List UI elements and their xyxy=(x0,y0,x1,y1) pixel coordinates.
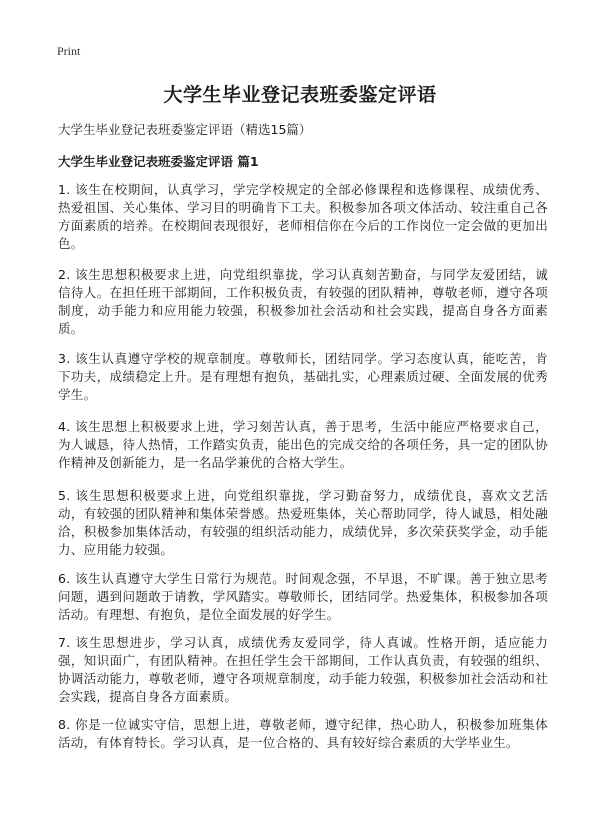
document-subtitle: 大学生毕业登记表班委鉴定评语（精选15篇） xyxy=(58,122,312,137)
evaluation-paragraph-8: 8. 你是一位诚实守信，思想上进，尊敬老师，遵守纪律，热心助人，积极参加班集体活动，有体育特长。学习认真，是一位合格的、具有较好综合素质的大学毕业生。 xyxy=(58,717,548,750)
section-heading: 大学生毕业登记表班委鉴定评语 篇1 xyxy=(58,154,259,169)
evaluation-paragraph-7: 7. 该生思想进步，学习认真，成绩优秀友爱同学，待人真诚。性格开朗，适应能力强，知识面广，有团队精神。在担任学生会干部期间，工作认真负责，有较强的组织、协调活动能力，尊敬老师，遵守各项规章制度，动手能力较强，积极参加社会活动和社会实践，提高自身各方面素质。 xyxy=(58,635,548,704)
evaluation-paragraph-4: 4. 该生思想上积极要求上进，学习刻苦认真，善于思考，生活中能应严格要求自己，为人诚恳，待人热情，工作踏实负责，能出色的完成交给的各项任务，具一定的团队协作精神及创新能力，是一名品学兼优的合格大学生。 xyxy=(58,419,548,470)
evaluation-paragraph-5: 5. 该生思想积极要求上进，向党组织靠拢，学习勤奋努力，成绩优良，喜欢文艺活动，有较强的团队精神和集体荣誉感。热爱班集体，关心帮助同学，待人诚恳，相处融洽，积极参加集体活动，有较强的组织活动能力，成绩优异，多次荣获奖学金，动手能力、应用能力较强。 xyxy=(58,488,548,557)
evaluation-paragraph-6: 6. 该生认真遵守大学生日常行为规范。时间观念强，不早退，不旷课。善于独立思考问题，遇到问题敢于请教，学风踏实。尊敬师长，团结同学。热爱集体，积极参加各项活动。有理想、有抱负，是位全面发展的好学生。 xyxy=(58,571,548,622)
evaluation-paragraph-2: 2. 该生思想积极要求上进，向党组织靠拢，学习认真刻苦勤奋，与同学友爱团结，诚信待人。在担任班干部期间，工作积极负责，有较强的团队精神，尊敬老师，遵守各项制度，动手能力和应用能力较强，积极参加社会活动和社会实践，提高自身各方面素质。 xyxy=(58,267,548,336)
evaluation-paragraph-3: 3. 该生认真遵守学校的规章制度。尊敬师长，团结同学。学习态度认真，能吃苦，肯下功夫，成绩稳定上升。是有理想有抱负，基础扎实，心理素质过硬、全面发展的优秀学生。 xyxy=(58,351,548,402)
page-title: 大学生毕业登记表班委鉴定评语 xyxy=(163,84,437,106)
evaluation-paragraph-1: 1. 该生在校期间，认真学习，学完学校规定的全部必修课程和选修课程、成绩优秀、热爱祖国、关心集体、学习目的明确肯下工夫。积极参加各项文体活动、较注重自己各方面素质的培养。在校期间表现很好，老师相信你在今后的工作岗位一定会做的更加出色。 xyxy=(58,182,548,251)
print-link[interactable]: Print xyxy=(57,44,81,58)
